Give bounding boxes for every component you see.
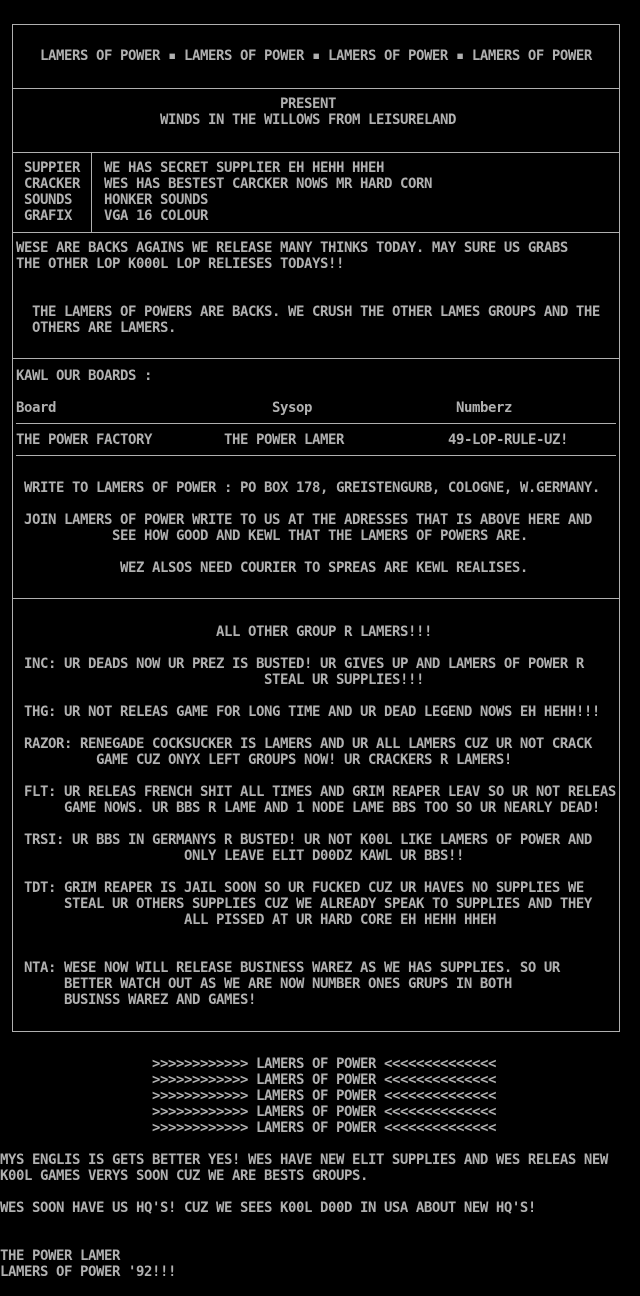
closing-note: K00L GAMES VERYS SOON CUZ WE ARE BESTS GROUPS. (0, 1168, 368, 1184)
rant-trsi: ONLY LEAVE ELIT D00DZ KAWL UR BBS!! (184, 848, 464, 864)
divider-under-marquee (12, 88, 620, 89)
credits-column-divider (91, 152, 92, 232)
release-note: OTHERS ARE LAMERS. (32, 320, 176, 336)
boards-row-underline (16, 455, 616, 456)
rant-inc: STEAL UR SUPPLIES!!! (264, 672, 424, 688)
boards-header-board: Board (16, 400, 56, 416)
credit-label-sounds: SOUNDS (24, 192, 72, 208)
boards-heading: KAWL OUR BOARDS : (16, 368, 152, 384)
credit-label-supplier: SUPPIER (24, 160, 80, 176)
contact-note: JOIN LAMERS OF POWER WRITE TO US AT THE ADRESSES THAT IS ABOVE HERE AND (24, 512, 592, 528)
rant-nta: NTA: WESE NOW WILL RELEASE BUSINESS WAREZ AS WE HAS SUPPLIES. SO UR (24, 960, 560, 976)
rant-inc: INC: UR DEADS NOW UR PREZ IS BUSTED! UR GIVES UP AND LAMERS OF POWER R (24, 656, 584, 672)
release-note: THE OTHER LOP K000L LOP RELIESES TODAYS!! (16, 256, 344, 272)
credit-value-supplier: WE HAS SECRET SUPPLIER EH HEHH HHEH (104, 160, 384, 176)
rant-tdt: STEAL UR OTHERS SUPPLIES CUZ WE ALREADY SPEAK TO SUPPLIES AND THEY (64, 896, 592, 912)
credit-label-cracker: CRACKER (24, 176, 80, 192)
marquee-line: >>>>>>>>>>>> LAMERS OF POWER <<<<<<<<<<<<<< (152, 1056, 496, 1072)
rant-thg: THG: UR NOT RELEAS GAME FOR LONG TIME AND UR DEAD LEGEND NOWS EH HEHH!!! (24, 704, 600, 720)
board-cell-sysop: THE POWER LAMER (224, 432, 344, 448)
divider-under-credits (12, 232, 620, 233)
divider-under-contact (12, 598, 620, 599)
divider-under-release (12, 358, 620, 359)
marquee-title: LAMERS OF POWER ▪ LAMERS OF POWER ▪ LAMERS OF POWER ▪ LAMERS OF POWER (40, 48, 592, 64)
release-note: WESE ARE BACKS AGAINS WE RELEASE MANY THINKS TODAY. MAY SURE US GRABS (16, 240, 568, 256)
rant-nta: BETTER WATCH OUT AS WE ARE NOW NUMBER ONES GRUPS IN BOTH (64, 976, 512, 992)
divider-under-present (12, 152, 620, 153)
marquee-line: >>>>>>>>>>>> LAMERS OF POWER <<<<<<<<<<<<<< (152, 1120, 496, 1136)
rants-heading: ALL OTHER GROUP R LAMERS!!! (216, 624, 432, 640)
credit-value-sounds: HONKER SOUNDS (104, 192, 208, 208)
marquee-line: >>>>>>>>>>>> LAMERS OF POWER <<<<<<<<<<<<<< (152, 1072, 496, 1088)
present-label: PRESENT (280, 96, 336, 112)
rant-nta: BUSINSS WAREZ AND GAMES! (64, 992, 256, 1008)
boards-header-underline (16, 423, 616, 424)
credit-value-cracker: WES HAS BESTEST CARCKER NOWS MR HARD CORN (104, 176, 432, 192)
credit-value-grafix: VGA 16 COLOUR (104, 208, 208, 224)
rant-flt: GAME NOWS. UR BBS R LAME AND 1 NODE LAME BBS TOO SO UR NEARLY DEAD! (64, 800, 600, 816)
boards-header-sysop: Sysop (272, 400, 312, 416)
signoff-name: THE POWER LAMER (0, 1248, 120, 1264)
rant-razor: GAME CUZ ONYX LEFT GROUPS NOW! UR CRACKERS R LAMERS! (96, 752, 512, 768)
board-cell-number: 49-LOP-RULE-UZ! (448, 432, 568, 448)
rant-tdt: TDT: GRIM REAPER IS JAIL SOON SO UR FUCKED CUZ UR HAVES NO SUPPLIES WE (24, 880, 584, 896)
rant-trsi: TRSI: UR BBS IN GERMANYS R BUSTED! UR NOT K00L LIKE LAMERS OF POWER AND (24, 832, 592, 848)
boards-header-numberz: Numberz (456, 400, 512, 416)
release-note: THE LAMERS OF POWERS ARE BACKS. WE CRUSH THE OTHER LAMES GROUPS AND THE (32, 304, 600, 320)
contact-note: WEZ ALSOS NEED COURIER TO SPREAS ARE KEWL REALISES. (120, 560, 528, 576)
marquee-line: >>>>>>>>>>>> LAMERS OF POWER <<<<<<<<<<<<<< (152, 1104, 496, 1120)
signoff-group: LAMERS OF POWER '92!!! (0, 1264, 176, 1280)
release-title: WINDS IN THE WILLOWS FROM LEISURELAND (160, 112, 456, 128)
rant-tdt: ALL PISSED AT UR HARD CORE EH HEHH HHEH (184, 912, 496, 928)
closing-note: WES SOON HAVE US HQ'S! CUZ WE SEES K00L D00D IN USA ABOUT NEW HQ'S! (0, 1200, 536, 1216)
board-cell-name: THE POWER FACTORY (16, 432, 152, 448)
contact-address: WRITE TO LAMERS OF POWER : PO BOX 178, GREISTENGURB, COLOGNE, W.GERMANY. (24, 480, 600, 496)
rant-flt: FLT: UR RELEAS FRENCH SHIT ALL TIMES AND GRIM REAPER LEAV SO UR NOT RELEAS (24, 784, 616, 800)
credit-label-grafix: GRAFIX (24, 208, 72, 224)
marquee-line: >>>>>>>>>>>> LAMERS OF POWER <<<<<<<<<<<<<< (152, 1088, 496, 1104)
contact-note: SEE HOW GOOD AND KEWL THAT THE LAMERS OF POWERS ARE. (112, 528, 528, 544)
rant-razor: RAZOR: RENEGADE COCKSUCKER IS LAMERS AND UR ALL LAMERS CUZ UR NOT CRACK (24, 736, 592, 752)
closing-note: MYS ENGLIS IS GETS BETTER YES! WES HAVE NEW ELIT SUPPLIES AND WES RELEAS NEW (0, 1152, 608, 1168)
